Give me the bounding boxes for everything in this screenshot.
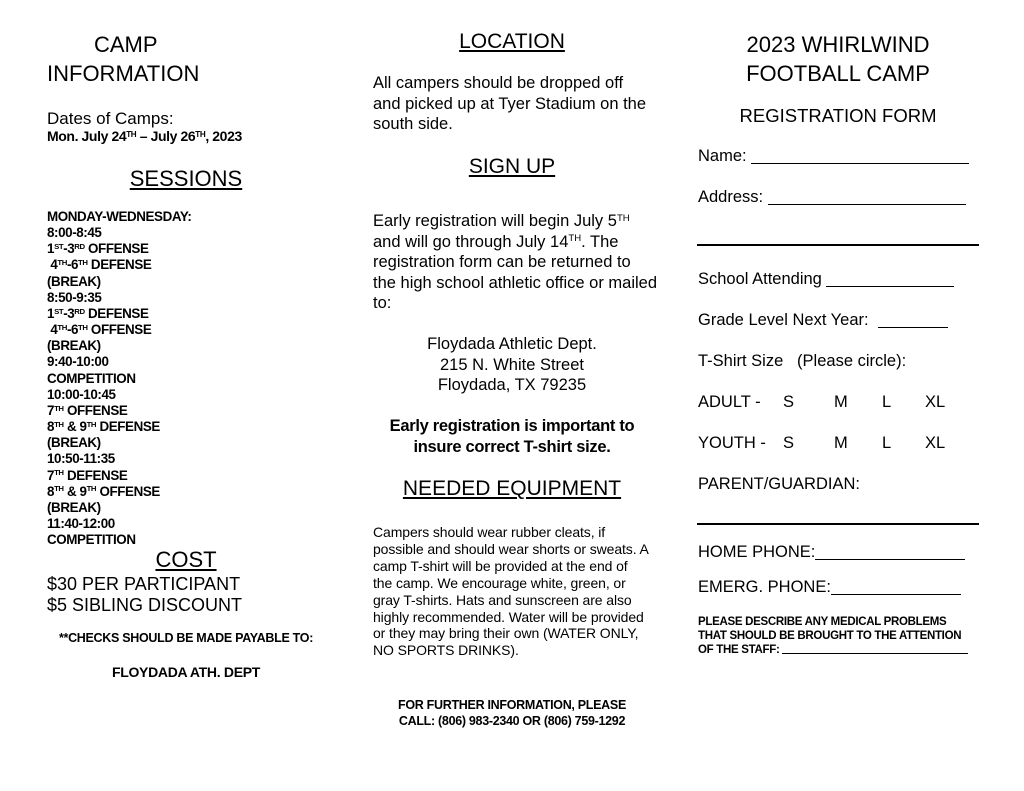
medical-line1: PLEASE DESCRIBE ANY MEDICAL PROBLEMS: [698, 616, 947, 628]
sessions-list: [47, 209, 191, 548]
adult-size-xl[interactable]: XL: [925, 393, 946, 411]
session-line: 4TH-6TH DEFENSE: [47, 257, 152, 273]
school-blank[interactable]: [826, 270, 954, 287]
youth-size-xl[interactable]: XL: [925, 434, 946, 452]
form-title: [698, 30, 978, 88]
session-line: 8:50-9:35: [47, 289, 102, 305]
address-field[interactable]: [698, 188, 966, 207]
further-info: [373, 697, 651, 729]
medical-note: [698, 616, 968, 658]
session-line: 7TH OFFENSE: [47, 402, 128, 418]
camp-info-title-line2: INFORMATION: [47, 61, 200, 86]
medical-line2: THAT SHOULD BE BROUGHT TO THE ATTENTION: [698, 629, 962, 642]
session-line: 4TH-6TH OFFENSE: [47, 322, 152, 338]
home-phone-label: HOME PHONE:: [698, 543, 816, 561]
mailing-address: [373, 334, 651, 396]
address-blank[interactable]: [768, 188, 966, 205]
adult-label: ADULT -: [698, 393, 761, 411]
medical-blank[interactable]: [782, 643, 968, 654]
form-title-line1: 2023 WHIRLWIND: [746, 32, 930, 57]
session-line: MONDAY-WEDNESDAY:: [47, 209, 192, 224]
grade-blank[interactable]: [878, 311, 948, 328]
payee: FLOYDADA ATH. DEPT: [111, 664, 261, 680]
dates-label: Dates of Camps:: [47, 109, 174, 128]
session-line: (BREAK): [47, 338, 101, 354]
youth-size-m[interactable]: M: [834, 434, 848, 452]
cost-line1: $30 PER PARTICIPANT: [47, 574, 241, 594]
cost-line2: $5 SIBLING DISCOUNT: [47, 595, 243, 615]
name-label: Name:: [698, 147, 747, 165]
session-line: 11:40-12:00: [47, 515, 115, 531]
adult-size-m[interactable]: M: [834, 393, 848, 411]
equipment-heading: NEEDED EQUIPMENT: [402, 477, 622, 500]
address-line3: Floydada, TX 79235: [437, 376, 587, 394]
sessions-heading: SESSIONS: [129, 166, 243, 191]
session-line: 8TH & 9TH DEFENSE: [47, 419, 160, 435]
session-line: 9:40-10:00: [47, 354, 109, 370]
medical-line3-row: [698, 643, 968, 658]
further-info-line2: CALL: (806) 983-2340 OR (806) 759-1292: [398, 714, 626, 728]
session-line: COMPETITION: [47, 532, 136, 548]
form-subtitle: REGISTRATION FORM: [739, 105, 937, 126]
address-label: Address:: [698, 188, 764, 206]
cost-heading: COST: [155, 547, 217, 572]
equipment-text: Campers should wear rubber cleats, if possible and should wear shorts or sweats. A camp T-shirt will be provided at the end of the camp. We encourage white, green, or gray T-shirts. Hats and sunscreen are also highly recommended. Water will be provided or they may bring their own (WATER ONLY, NO SPORTS DRINKS).: [373, 524, 648, 659]
name-field[interactable]: [698, 147, 969, 166]
address-line-2-rule[interactable]: [697, 244, 979, 246]
youth-size-l[interactable]: L: [882, 434, 892, 452]
parent-label: PARENT/GUARDIAN:: [698, 475, 860, 493]
session-line: (BREAK): [47, 435, 101, 451]
medical-line3: OF THE STAFF:: [698, 644, 780, 656]
address-line2: 215 N. White Street: [440, 355, 584, 374]
session-line: (BREAK): [47, 273, 101, 289]
home-phone-field[interactable]: [698, 543, 965, 562]
location-text: All campers should be dropped off and picked up at Tyer Stadium on the south side.: [373, 74, 647, 133]
home-phone-blank[interactable]: [815, 543, 965, 560]
address-line1: Floydada Athletic Dept.: [427, 335, 597, 353]
grade-field[interactable]: [698, 311, 948, 330]
session-line: 10:00-10:45: [47, 386, 116, 402]
session-line: 1ST-3RD DEFENSE: [47, 305, 149, 321]
tshirt-size-row: [698, 352, 906, 371]
school-field[interactable]: [698, 270, 954, 289]
youth-label: YOUTH -: [698, 434, 766, 452]
session-line: 8TH & 9TH OFFENSE: [47, 483, 160, 499]
emerg-phone-label: EMERG. PHONE:: [698, 578, 831, 596]
camp-info-title-line1: CAMP: [94, 32, 158, 57]
location-heading: LOCATION: [459, 30, 565, 53]
session-line: 10:50-11:35: [47, 451, 115, 467]
adult-size-l[interactable]: L: [882, 393, 892, 411]
session-line: 7TH DEFENSE: [47, 467, 128, 483]
emerg-phone-field[interactable]: [698, 578, 961, 597]
checks-note: **CHECKS SHOULD BE MADE PAYABLE TO:: [58, 631, 314, 645]
signup-heading: SIGN UP: [468, 155, 556, 178]
parent-rule[interactable]: [697, 523, 979, 525]
session-line: 1ST-3RD OFFENSE: [47, 241, 149, 257]
tshirt-hint: (Please circle):: [797, 352, 907, 370]
emerg-phone-blank[interactable]: [831, 578, 961, 595]
camp-dates: Mon. July 24TH – July 26TH, 2023: [47, 128, 242, 144]
name-blank[interactable]: [751, 147, 969, 164]
session-line: (BREAK): [47, 499, 101, 515]
adult-size-s[interactable]: S: [783, 393, 795, 411]
youth-size-s[interactable]: S: [783, 434, 795, 452]
tshirt-label: T-Shirt Size: [698, 352, 784, 370]
school-label: School Attending: [698, 270, 822, 288]
session-line: COMPETITION: [47, 370, 136, 386]
session-line: 8:00-8:45: [47, 225, 102, 241]
further-info-line1: FOR FURTHER INFORMATION, PLEASE: [398, 698, 626, 712]
grade-label: Grade Level Next Year:: [698, 311, 869, 329]
form-title-line2: FOOTBALL CAMP: [746, 61, 930, 86]
signup-text: Early registration will begin July 5TH and will go through July 14TH. The registration form can be returned to the high school athletic office or mailed to:: [373, 212, 658, 312]
early-registration-note: Early registration is important to insure correct T-shirt size.: [389, 417, 635, 456]
